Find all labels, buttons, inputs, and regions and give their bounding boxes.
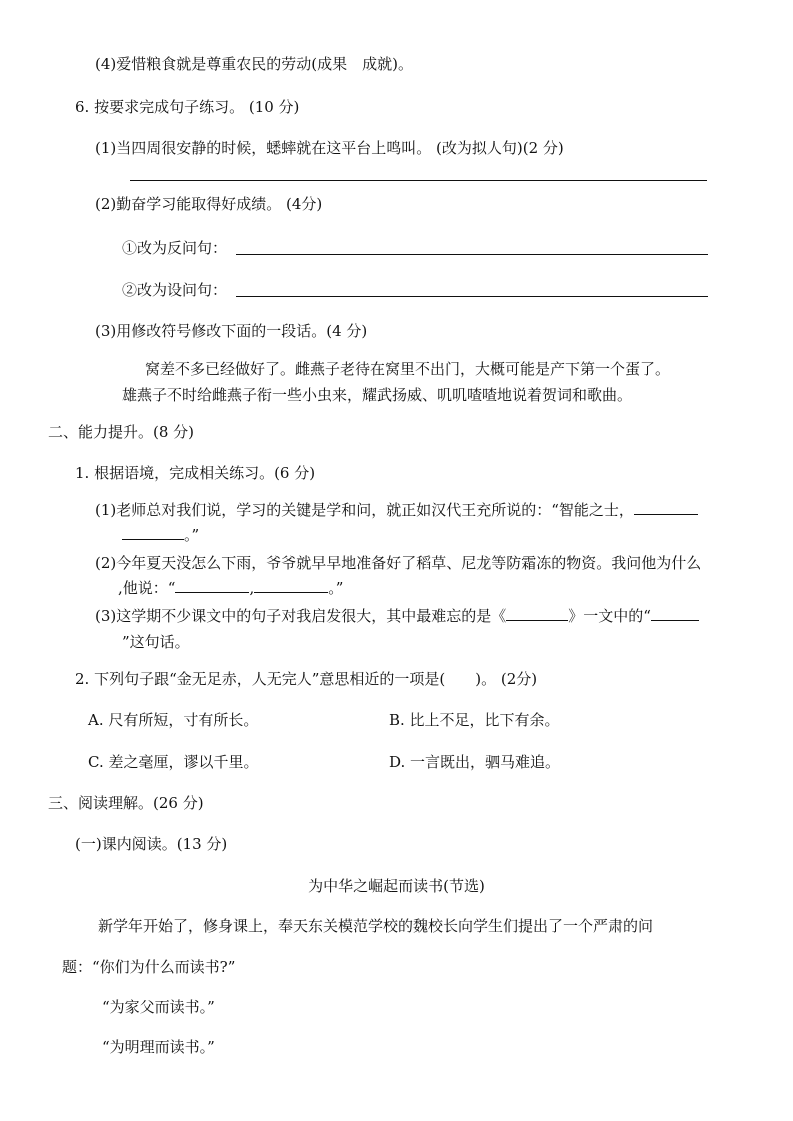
part-1-end: 。” <box>184 526 200 544</box>
part-3-text: (3)这学期不少课文中的句子对我启发很大，其中最难忘的是《 <box>95 607 507 625</box>
question-5-item-4: (4)爱惜粮食就是尊重农民的劳动(成果 成就)。 <box>95 55 413 73</box>
reading-answer-1: “为家父而读书。” <box>102 998 215 1016</box>
section-3-subsection-1: (一)课内阅读。(13 分) <box>75 835 228 853</box>
question-6-header: 6. 按要求完成句子练习。 (10 分) <box>75 98 300 116</box>
rhetorical-question-answer-line[interactable] <box>236 254 708 255</box>
fill-blank[interactable] <box>175 578 249 593</box>
option-a[interactable]: A. 尺有所短，寸有所长。 <box>88 711 259 729</box>
section-2-q1-part-3-line-1 <box>95 606 699 626</box>
fill-blank[interactable] <box>506 606 568 621</box>
part-2-end: 。” <box>328 579 344 597</box>
reading-paragraph-1-line-2: 题：“你们为什么而读书?” <box>62 958 236 976</box>
passage-to-edit-line-1: 窝差不多已经做好了。雌燕子老待在窝里不出门，大概可能是产下第一个蛋了。 <box>145 360 671 378</box>
part-3-text-mid: 》一文中的“ <box>568 607 651 625</box>
section-2-header: 二、能力提升。(8 分) <box>48 423 195 441</box>
question-6-part-2: (2)勤奋学习能取得好成绩。 (4分) <box>95 195 323 213</box>
fill-blank[interactable] <box>651 606 699 621</box>
section-2-question-2-header: 2. 下列句子跟“金无足赤，人无完人”意思相近的一项是( )。 (2分) <box>75 670 538 688</box>
comma: , <box>249 579 255 597</box>
section-2-question-1-header: 1. 根据语境，完成相关练习。(6 分) <box>75 464 316 482</box>
part-1-text: (1)老师总对我们说，学习的关键是学和问，就正如汉代王充所说的：“智能之士， <box>95 501 634 519</box>
fill-blank[interactable] <box>122 525 184 540</box>
hypothetical-question-label: ②改为设问句： <box>122 281 228 299</box>
answer-line[interactable] <box>130 180 707 181</box>
fill-blank[interactable] <box>254 578 328 593</box>
option-d[interactable]: D. 一言既出，驷马难追。 <box>389 753 561 771</box>
section-2-q1-part-1-line-2 <box>122 525 199 545</box>
question-6-part-1: (1)当四周很安静的时候，蟋蟀就在这平台上鸣叫。 (改为拟人句)(2 分) <box>95 139 564 157</box>
fill-blank[interactable] <box>634 500 698 515</box>
reading-paragraph-1-line-1: 新学年开始了，修身课上，奉天东关模范学校的魏校长向学生们提出了一个严肃的问 <box>98 917 654 935</box>
section-2-q1-part-2-line-2 <box>118 578 343 598</box>
section-2-q1-part-3-line-2: ”这句话。 <box>122 633 190 651</box>
option-c[interactable]: C. 差之毫厘，谬以千里。 <box>88 753 259 771</box>
reading-title: 为中华之崛起而读书(节选) <box>308 877 485 895</box>
rhetorical-question-label: ①改为反问句： <box>122 239 228 257</box>
section-3-header: 三、阅读理解。(26 分) <box>48 794 204 812</box>
hypothetical-question-answer-line[interactable] <box>236 296 708 297</box>
option-b[interactable]: B. 比上不足，比下有余。 <box>389 711 560 729</box>
section-2-q1-part-2-line-1: (2)今年夏天没怎么下雨，爷爷就早早地准备好了稻草、尼龙等防霜冻的物资。我问他为什么 <box>95 554 702 572</box>
reading-answer-2: “为明理而读书。” <box>102 1038 215 1056</box>
passage-to-edit-line-2: 雄燕子不时给雌燕子衔一些小虫来，耀武扬威、叽叽喳喳地说着贺词和歌曲。 <box>122 386 633 404</box>
section-2-q1-part-1-line-1 <box>95 500 698 520</box>
question-6-part-3: (3)用修改符号修改下面的一段话。(4 分) <box>95 322 368 340</box>
part-2-text: ,他说：“ <box>118 579 176 597</box>
